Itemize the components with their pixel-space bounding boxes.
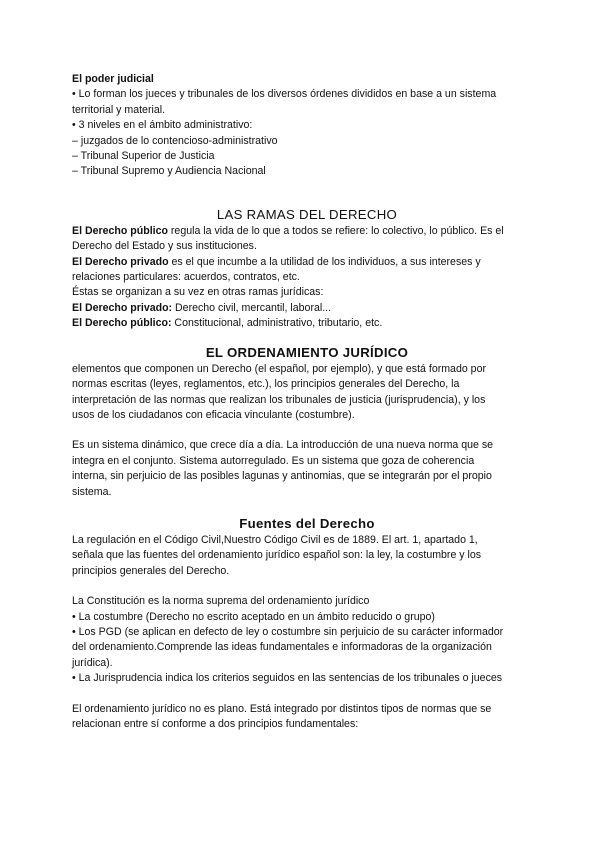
definition-text: regula la vida de lo que a todos se refiere: lo colectivo, lo público. Es el [167, 224, 504, 237]
text-line: elementos que componen un Derecho (el español, por ejemplo), y que está formado por [72, 362, 486, 375]
term-derecho-publico-list: El Derecho público: [72, 317, 172, 330]
text-line: Éstas se organizan a su vez en otras ramas jurídicas: [72, 286, 324, 299]
text-line: • 3 niveles en el ámbito administrativo: [72, 119, 253, 132]
text-line: integra en el conjunto. Sistema autorregulado. Es un sistema que goza de coherencia [72, 454, 475, 467]
text-line: usos de los ciudadanos con eficacia vinculante (costumbre). [72, 408, 355, 421]
list-text: Derecho civil, mercantil, laboral... [172, 301, 332, 314]
text-line: • Lo forman los jueces y tribunales de los diversos órdenes divididos en base a un sistema [72, 88, 497, 101]
text-line: La regulación en el Código Civil,Nuestro Código Civil es de 1889. El art. 1, apartado 1, [72, 533, 478, 546]
text-line: normas escritas (leyes, reglamentos, etc.), los principios generales del Derecho, la [72, 378, 460, 391]
text-line: El ordenamiento jurídico no es plano. Está integrado por distintos tipos de normas que se [72, 702, 492, 715]
text-line: Es un sistema dinámico, que crece día a día. La introducción de una nueva norma que se [72, 439, 494, 452]
text-line [72, 224, 542, 239]
text-line [72, 301, 542, 316]
text-line: relaciones particulares: acuerdos, contratos, etc. [72, 271, 300, 284]
text-line: interpretación de las normas que realizan los tribunales de justicia (jurisprudencia), y los [72, 393, 486, 406]
heading-ramas-del-derecho: LAS RAMAS DEL DERECHO [216, 206, 398, 222]
document-page [72, 72, 542, 732]
text-line: interna, sin perjuicio de las posibles lagunas y antinomias, que se integrarán por el propio [72, 470, 492, 483]
term-derecho-privado-list: El Derecho privado: [72, 301, 173, 314]
list-item: • Los PGD (se aplican en defecto de ley o costumbre sin perjuicio de su carácter informador [72, 625, 504, 638]
list-text: Constitucional, administrativo, tributario, etc. [171, 317, 383, 330]
text-line: sistema. [72, 485, 112, 498]
text-line: jurídica). [72, 656, 113, 669]
definition-text: es el que incumbe a la utilidad de los individuos, a sus intereses y [168, 255, 481, 268]
term-derecho-publico: El Derecho público [72, 224, 168, 237]
section-title-poder-judicial: El poder judicial [72, 73, 154, 85]
text-line [72, 316, 542, 331]
text-line: del ordenamiento.Comprende las ideas fundamentales e informadoras de la organización [72, 641, 492, 654]
term-derecho-privado: El Derecho privado [72, 255, 169, 268]
text-line: territorial y material. [72, 103, 166, 116]
list-item: • La Jurisprudencia indica los criterios seguidos en las sentencias de los tribunales o jueces [72, 672, 503, 685]
text-line [72, 255, 542, 270]
list-item: – Tribunal Superior de Justicia [72, 150, 215, 163]
text-line: La Constitución es la norma suprema del ordenamiento jurídico [72, 595, 370, 608]
heading-fuentes-del-derecho: Fuentes del Derecho [239, 515, 375, 531]
list-item: – Tribunal Supremo y Audiencia Nacional [72, 165, 266, 178]
list-item: – juzgados de lo contencioso-administrativo [72, 134, 278, 147]
text-line: principios generales del Derecho. [72, 564, 230, 577]
list-item: • La costumbre (Derecho no escrito aceptado en un ámbito reducido o grupo) [72, 610, 435, 623]
text-line: Derecho del Estado y sus instituciones. [72, 240, 257, 253]
heading-ordenamiento-juridico: EL ORDENAMIENTO JURÍDICO [205, 344, 409, 360]
text-line: relacionan entre sí conforme a dos principios fundamentales: [72, 718, 359, 730]
text-line: señala que las fuentes del ordenamiento jurídico español son: la ley, la costumbre y los [72, 549, 482, 562]
